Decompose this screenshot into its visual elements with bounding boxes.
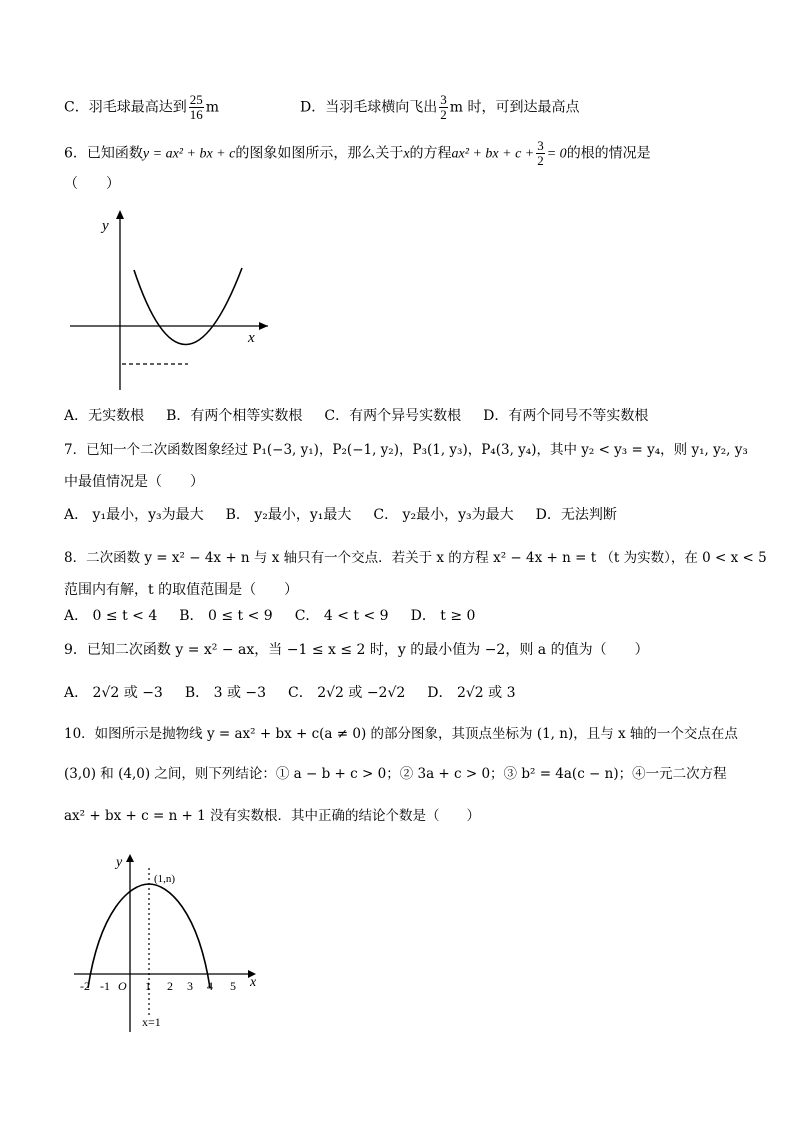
q5-option-d-suffix: m 时，可到达最高点 bbox=[449, 99, 580, 116]
q10-tick-neg1: -1 bbox=[100, 979, 110, 993]
q6-eq-num: 3 bbox=[537, 138, 544, 153]
q9-options bbox=[64, 683, 538, 703]
q6-stem bbox=[64, 139, 651, 168]
q10-tick-3: 3 bbox=[187, 979, 193, 993]
q5-option-d-fraction bbox=[439, 93, 448, 122]
q10-tick-5: 5 bbox=[230, 979, 236, 993]
q6-eq-den: 2 bbox=[537, 153, 544, 168]
q6-y-arrow-icon bbox=[116, 210, 124, 219]
q6-option-c[interactable]: C．有两个异号实数根 bbox=[324, 408, 462, 424]
q10-tick-1: 1 bbox=[145, 979, 151, 993]
q5-option-d-line bbox=[300, 93, 579, 122]
q6-stem-a: 6．已知函数 bbox=[64, 145, 143, 162]
q7-option-b[interactable]: B． y₂最小，y₁最大 bbox=[225, 507, 352, 523]
q9-stem: 9．已知二次函数 y = x² − ax，当 −1 ≤ x ≤ 2 时，y 的最小值为 −2，则 a 的值为（ ） bbox=[64, 642, 649, 658]
q6-x-arrow-icon bbox=[259, 322, 268, 330]
q6-equation: ax² + bx + c + bbox=[451, 146, 535, 162]
q6-answer-paren: （ ） bbox=[64, 176, 120, 192]
q8-options bbox=[64, 606, 497, 626]
q10-y-arrow-icon bbox=[126, 854, 134, 862]
q10-axis-of-symmetry-label: x=1 bbox=[142, 1015, 161, 1029]
q5-option-d-prefix: D．当羽毛球横向飞出 bbox=[300, 99, 438, 116]
q9-option-c[interactable]: C． 2√2 或 −2√2 bbox=[288, 685, 406, 701]
q6-option-a[interactable]: A．无实数根 bbox=[64, 408, 145, 424]
q9-option-b[interactable]: B． 3 或 −3 bbox=[184, 685, 267, 701]
q8-option-d[interactable]: D． t ≥ 0 bbox=[410, 608, 476, 624]
q6-stem-d: 的根的情况是 bbox=[566, 145, 651, 162]
q10-stem-line2: (3,0) 和 (4,0) 之间，则下列结论：① a − b + c > 0；② 3a + c > 0；③ b² = 4a(c − n)；④一元二次方程 bbox=[64, 766, 727, 782]
q6-parabola-curve bbox=[134, 268, 242, 345]
q6-equation-fraction bbox=[536, 139, 545, 168]
q5-option-d-den: 2 bbox=[440, 107, 447, 122]
q5-option-c-den: 16 bbox=[189, 107, 203, 122]
q7-options bbox=[64, 505, 639, 525]
q8-stem-line2: 范围内有解，t 的取值范围是（ ） bbox=[64, 582, 299, 598]
q6-options bbox=[64, 406, 670, 426]
q10-vertex-label: (1,n) bbox=[154, 873, 176, 885]
q7-option-c[interactable]: C． y₂最小，y₃为最大 bbox=[373, 507, 514, 523]
q5-option-c-prefix: C．羽毛球最高达到 bbox=[64, 99, 187, 116]
q10-stem-line3: ax² + bx + c = n + 1 没有实数根．其中正确的结论个数是（ ） bbox=[64, 808, 481, 824]
q6-equation-tail: = 0 bbox=[546, 146, 567, 162]
q6-x-label: x bbox=[248, 330, 255, 346]
q6-option-d[interactable]: D．有两个同号不等实数根 bbox=[483, 408, 649, 424]
q10-x-label: x bbox=[250, 975, 257, 990]
q10-stem-line1: 10．如图所示是抛物线 y = ax² + bx + c(a ≠ 0) 的部分图象，其顶点坐标为 (1, n)，且与 x 轴的一个交点在点 bbox=[64, 726, 738, 742]
q6-function: y = ax² + bx + c bbox=[142, 146, 236, 162]
q7-option-d[interactable]: D．无法判断 bbox=[535, 507, 617, 523]
q10-parabola-figure bbox=[70, 850, 270, 1035]
q10-tick-neg2: -2 bbox=[80, 979, 90, 993]
q6-stem-c: 的方程 bbox=[409, 145, 452, 162]
q8-option-b[interactable]: B． 0 ≤ t < 9 bbox=[179, 608, 273, 624]
q6-option-b[interactable]: B．有两个相等实数根 bbox=[166, 408, 303, 424]
q5-option-d-num: 3 bbox=[440, 92, 447, 107]
q5-option-c-line bbox=[64, 93, 219, 122]
q6-variable: x bbox=[403, 146, 410, 162]
q10-tick-origin: O bbox=[118, 979, 127, 993]
q9-option-a[interactable]: A． 2√2 或 −3 bbox=[64, 685, 163, 701]
q7-stem-line1: 7．已知一个二次函数图象经过 P₁(−3, y₁)，P₂(−1, y₂)，P₃(1, y₃)，P₄(3, y₄)，其中 y₂ < y₃ = y₄，则 y₁, y₂, y₃ bbox=[64, 442, 748, 458]
q7-option-a[interactable]: A． y₁最小，y₃为最大 bbox=[64, 507, 204, 523]
q10-tick-4: 4 bbox=[207, 979, 213, 993]
q8-stem-line1: 8．二次函数 y = x² − 4x + n 与 x 轴只有一个交点．若关于 x 的方程 x² − 4x + n = t （t 为实数），在 0 < x < 5 bbox=[64, 550, 767, 566]
q6-parabola-figure bbox=[64, 206, 274, 396]
q5-option-c-fraction bbox=[189, 93, 204, 122]
q7-stem-line2: 中最值情况是（ ） bbox=[64, 474, 204, 490]
q10-tick-2: 2 bbox=[167, 979, 173, 993]
q9-option-d[interactable]: D． 2√2 或 3 bbox=[427, 685, 516, 701]
q8-option-c[interactable]: C． 4 < t < 9 bbox=[294, 608, 389, 624]
q10-y-label: y bbox=[116, 855, 123, 870]
q8-option-a[interactable]: A． 0 ≤ t < 4 bbox=[64, 608, 158, 624]
q6-y-label: y bbox=[102, 218, 109, 234]
q5-option-c-num: 25 bbox=[189, 92, 203, 107]
q6-stem-b: 的图象如图所示，那么关于 bbox=[235, 145, 404, 162]
q5-option-c-suffix: m bbox=[205, 99, 219, 116]
